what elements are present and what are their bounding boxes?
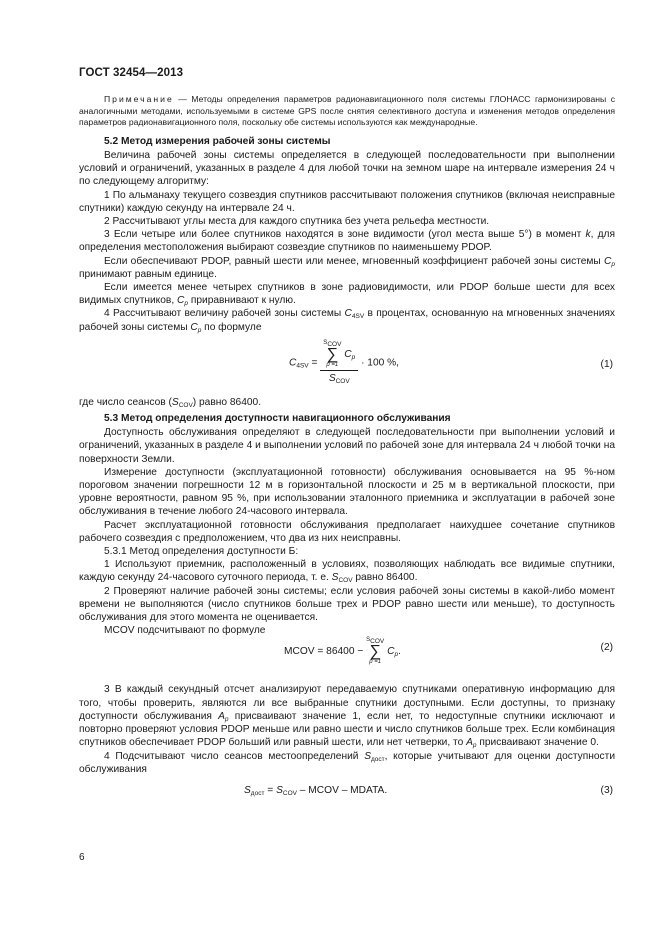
paragraph: MCOV подсчитывают по формуле: [104, 625, 266, 637]
paragraph: 5.3.1 Метод определения доступности Б:: [104, 546, 299, 558]
formula-number: (2): [600, 642, 613, 654]
fraction: $S_{COV}$ ∑ p =1 $C_p$ $S_{COV}$: [320, 340, 358, 385]
formula-3: $S_{дост} = S_{COV}$ – MCOV – MDATA. (3): [244, 784, 613, 797]
formula-1: $C_{4SV}$ = $S_{COV}$ ∑ p =1 $C_p$ $S_{COV}$ · 100 %, (1): [289, 339, 613, 385]
note: [79, 94, 615, 129]
sum-symbol: $S_{COV}$ ∑ p =1: [366, 637, 385, 666]
paragraph: Если обеспечивают PDOP, равный шести или менее, мгновенный коэффициент рабочей зоны системы $C_p$ принимают равным единице.: [79, 255, 615, 280]
paragraph: 1 По альманаху текущего созвездия спутников рассчитывают положения спутников (включая неисправные спутники) каждую секунду на интервале 24 ч.: [79, 189, 615, 214]
paragraph: где число сеансов $(S_{COV})$ равно 86400.: [79, 396, 262, 409]
section-5-3-heading: 5.3 Метод определения доступности навигационного обслуживания: [104, 413, 451, 425]
page-number: 6: [79, 852, 85, 863]
paragraph: 3 В каждый секундный отсчет анализируют передаваемую спутниками оперативную информацию для того, чтобы проверить, являются ли все выбранные спутники доступными. Если доступны, то признаку доступности обслуживания $A_p$ присваивают значение 1, если нет, то недоступные спутники исключают и повторно проверяют условия PDOP меньше или равно шести и число спутников больше трех. Если комбинация спутников обеспечивает PDOP больший или равный шести, или нет четверки, то $A_p$ присваивают значение 0.: [79, 684, 616, 750]
paragraph: Величина рабочей зоны системы определяется в следующей последовательности при выполнении условий и ограничений, указанных в разделе 4 для любой точки на земном шаре на интервале измерения 24 ч по следующему алгоритму:: [79, 149, 615, 188]
formula-number: (1): [600, 358, 613, 370]
note-label: Примечание: [104, 94, 174, 104]
paragraph: 2 Проверяют наличие рабочей зоны системы; если условия рабочей зоны системы в какой-либо момент времени не выполняются (число спутников больше трех и PDOP равно шести или меньше), то доступность обслуживания для этого момента не оценивается.: [79, 585, 615, 624]
paragraph: 2 Рассчитывают углы места для каждого спутника без учета рельефа местности.: [104, 216, 490, 227]
sum-symbol: $S_{COV}$ ∑ p =1: [323, 339, 342, 368]
formula-number: (3): [600, 784, 613, 796]
paragraph: Измерение доступности (эксплуатационной готовности) обслуживания основывается на 95 %-ном пороговом значении погрешности 12 м в горизонтальной плоскости и 25 м в вертикальной плоскости, при уровне вероятности, равном 95 %, при использовании эталонного приемника и эксплуатации в рабочей зоне обслуживания в течение любого 24-часового интервала.: [79, 466, 615, 518]
section-5-2-heading: 5.2 Метод измерения рабочей зоны системы: [104, 135, 331, 147]
page-content: [79, 94, 615, 806]
paragraph: Расчет эксплуатационной готовности обслуживания предполагает наихудшее сочетание спутников рабочего созвездия с предположением, что два из них неисправны.: [79, 519, 615, 544]
paragraph: Доступность обслуживания определяют в следующей последовательности при выполнении условий и ограничений, указанных в разделе 4 и выполнении условий по рабочей зоне для интервала 24 ч любой точки на поверхности Земли.: [79, 427, 615, 465]
paragraph: 3 Если четыре или более спутников находятся в зоне видимости (угол места выше 5°) в момент k, для определения местоположения выбирают созвездие спутников по наименьшему PDOP.: [79, 229, 615, 254]
note-text: — Методы определения параметров радионавигационного поля системы ГЛОНАСС гармонизированы с аналогичными методами, используемыми в системе GPS после снятия селективного доступа и изменения методов определения параметров радионавигационного поля, поскольку обе системы используются как международные.: [79, 94, 615, 128]
paragraph: Если имеется менее четырех спутников в зоне радиовидимости, или PDOP больше шести для всех видимых спутников, $C_p$ приравнивают к нулю.: [79, 282, 615, 308]
paragraph: 1 Используют приемник, расположенный в условиях, позволяющих наблюдать все видимые спутники, каждую секунду 24-часового суточного периода, т. е. $S_{COV}$ равно 86400.: [79, 559, 615, 585]
paragraph: 4 Рассчитывают величину рабочей зоны системы $C_{4SV}$ в процентах, основанную на мгновенных значениях рабочей зоны системы $C_p$ по формуле: [79, 308, 615, 334]
paragraph: 4 Подсчитывают число сеансов местоопределений $S_{дост}$, которые учитывают для оценки доступности обслуживания: [79, 750, 616, 775]
page-header: ГОСТ 32454—2013: [79, 67, 184, 79]
formula-2: MCOV = 86400 − $S_{COV}$ ∑ p =1 $C_p$. (2): [284, 637, 613, 666]
